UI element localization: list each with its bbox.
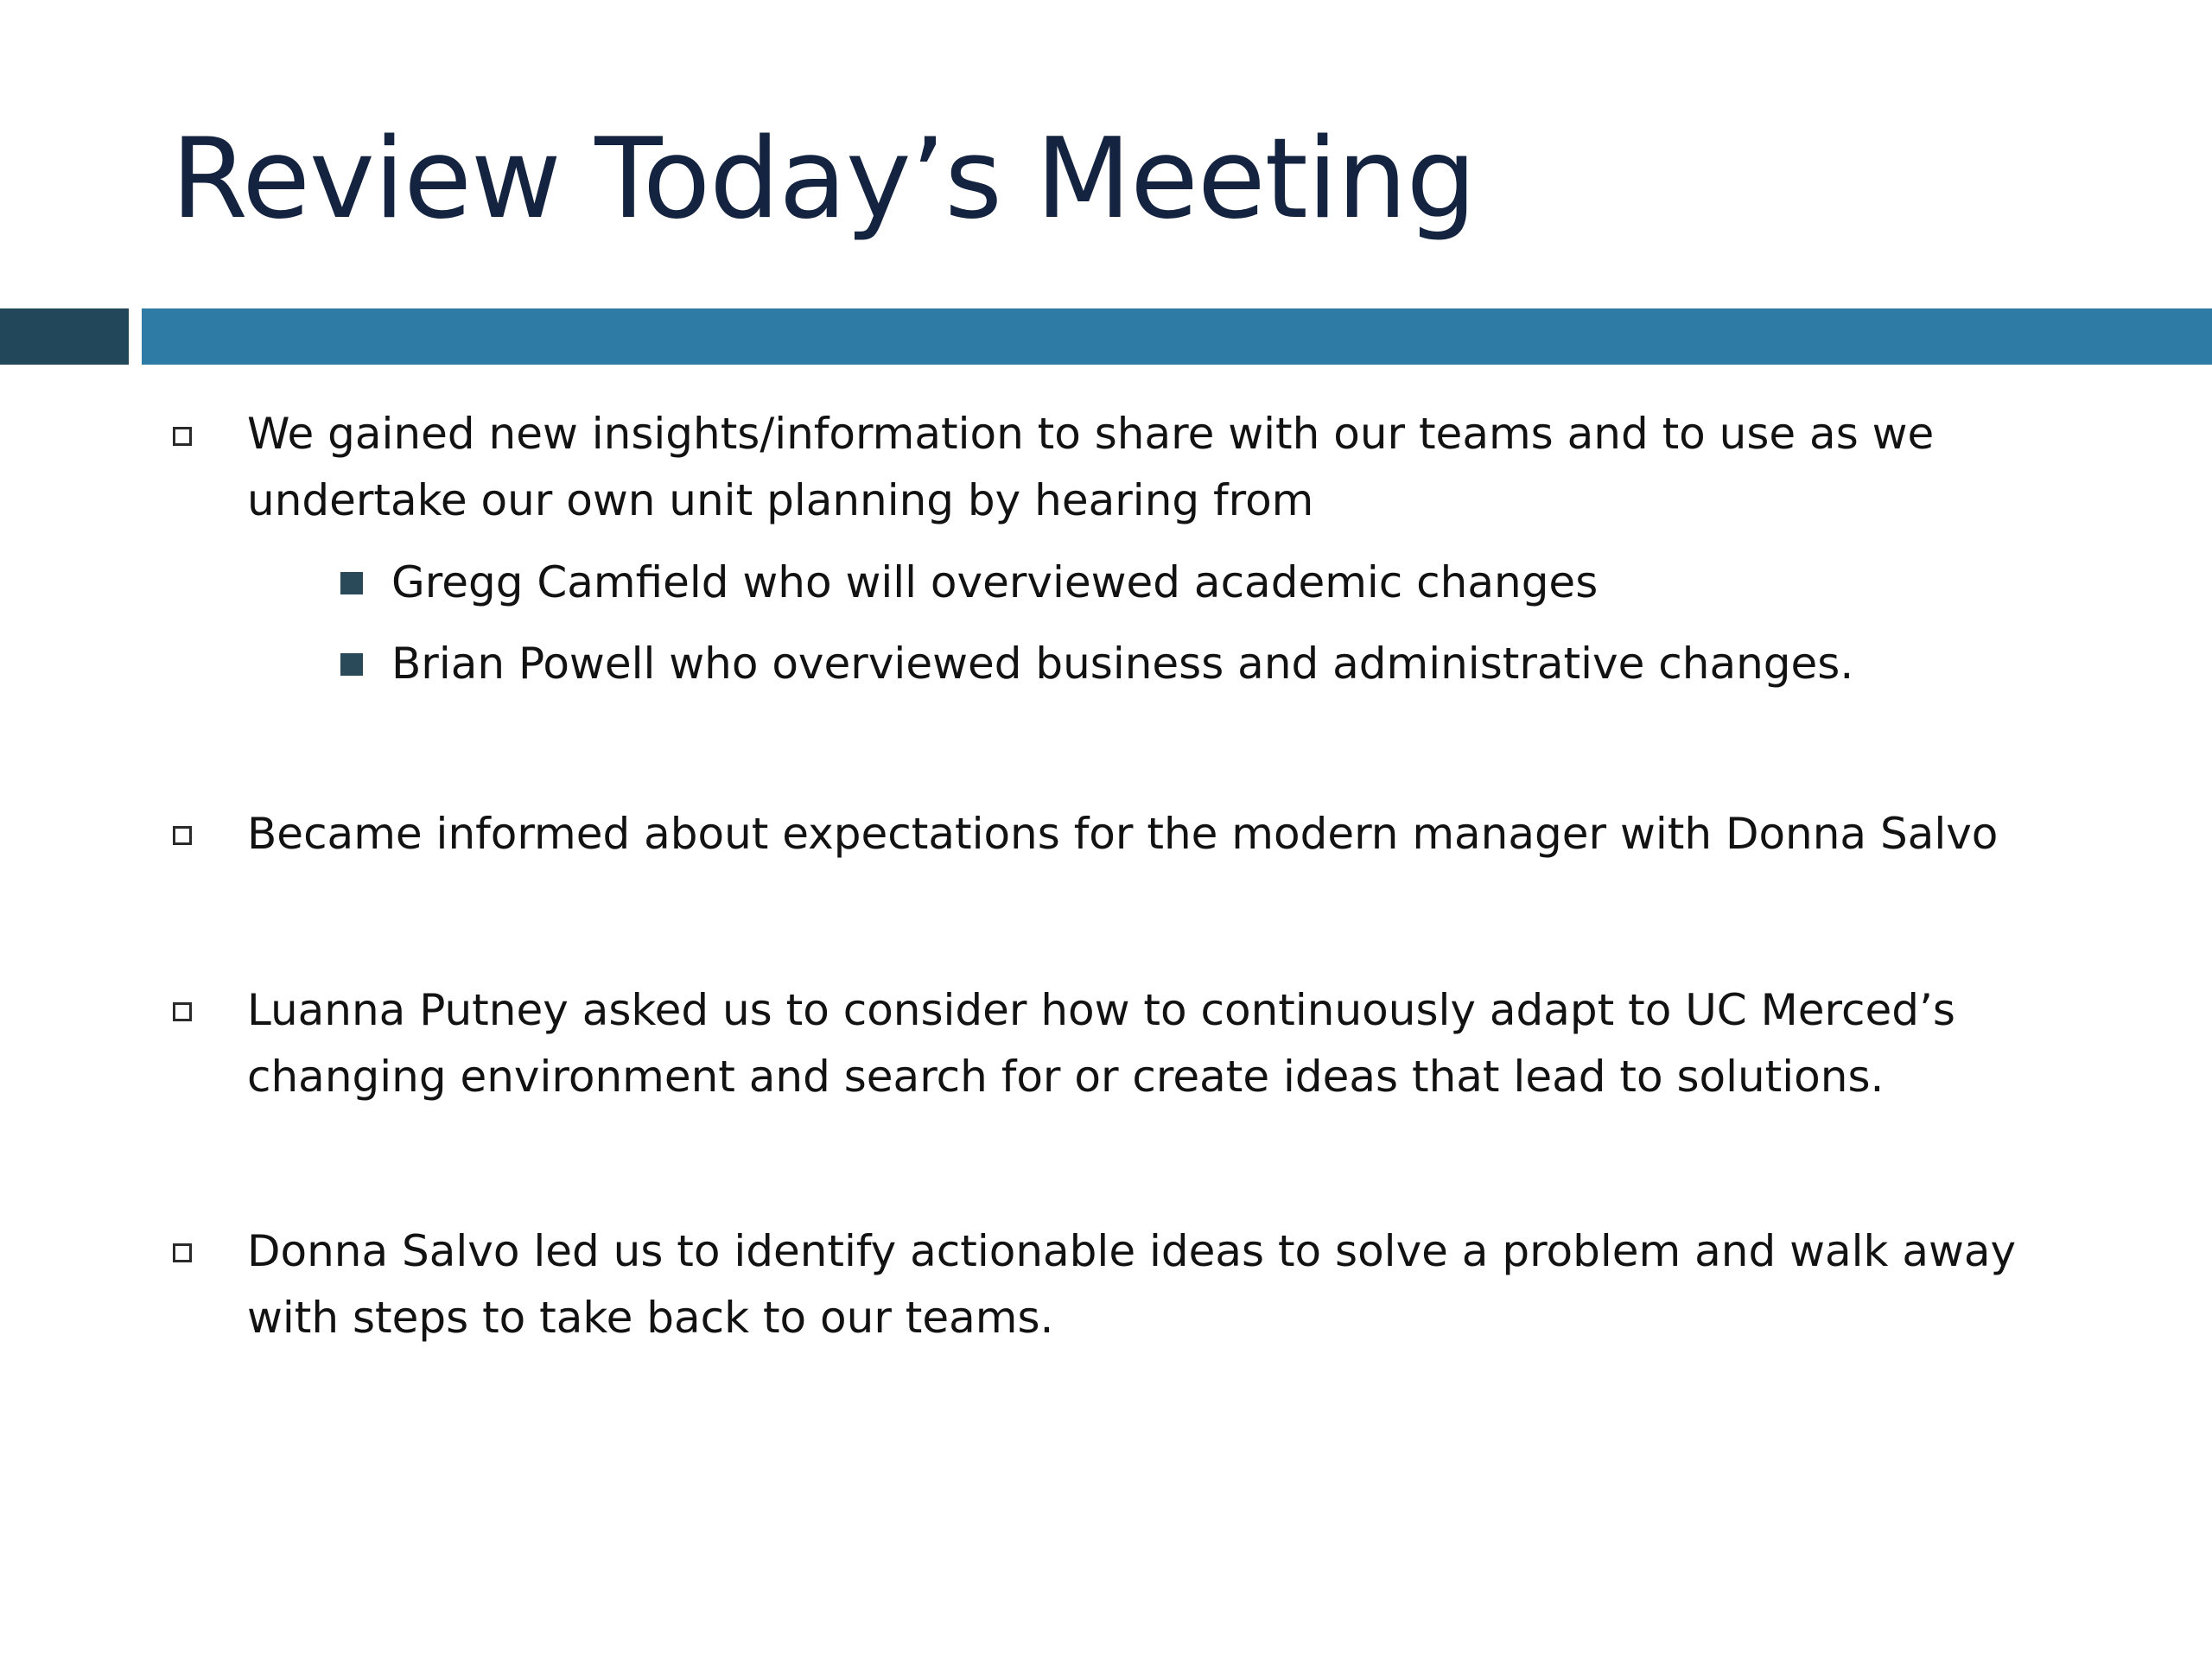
sub-bullet-item: Brian Powell who overviewed business and administrative changes. [391,639,1854,689]
sub-bullet-item: Gregg Camfield who will overviewed academic changes [391,557,1599,607]
filled-square-bullet-icon [340,572,363,594]
hollow-square-bullet-icon [173,826,192,845]
hollow-square-bullet-icon [173,427,192,446]
bullet-item: Donna Salvo led us to identify actionable ideas to solve a problem and walk away with steps to take back to our teams. [247,1226,2017,1343]
bullet-item: Luanna Putney asked us to consider how to continuously adapt to UC Merced’s changing environment and search for or create ideas that lead to solutions. [247,985,1955,1102]
filled-square-bullet-icon [340,653,363,676]
slide-title: Review Today’s Meeting [171,115,1476,244]
bullet-item: Became informed about expectations for the modern manager with Donna Salvo [247,809,1999,859]
hollow-square-bullet-icon [173,1002,192,1021]
bullet-item: We gained new insights/information to share with our teams and to use as we undertake our own unit planning by hearing from [247,409,1935,525]
hollow-square-bullet-icon [173,1243,192,1262]
